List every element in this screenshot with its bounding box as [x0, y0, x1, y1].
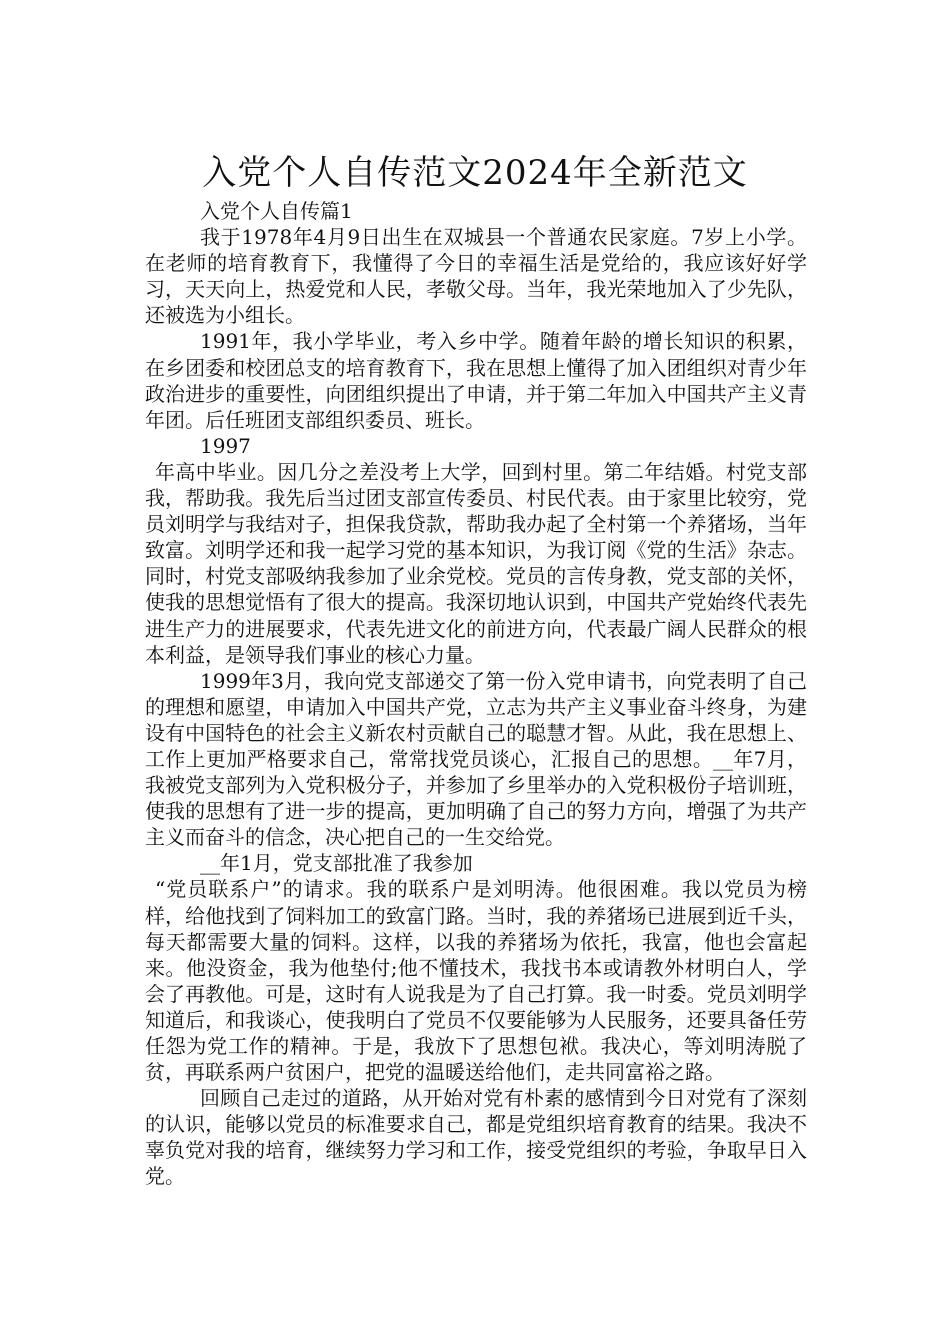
paragraph-middle-school: 1991年，我小学毕业，考入乡中学。随着年龄的增长知识的积累，在乡团委和校团总支的培育教育下，我在思想上懂得了加入团组织对青少年政治进步的重要性，向团组织提出了申请，并于第二年加入中国共产主义青年团。后任班团支部组织委员、班长。	[145, 329, 807, 432]
paragraph-approval-start: __年1月，党支部批准了我参加	[200, 851, 473, 876]
paragraph-conclusion: 回顾自己走过的道路，从开始对党有朴素的感情到今日对党有了深刻的认识，能够以党员的标准要求自己，都是党组织培育教育的结果。我决不辜负党对我的培育，继续努力学习和工作，接受党组织的考验，争取早日入党。	[145, 1086, 807, 1189]
section-heading: 入党个人自传篇1	[200, 199, 353, 223]
document-title: 入党个人自传范文2024年全新范文	[202, 152, 748, 193]
paragraph-contact-household: “党员联系户”的请求。我的联系户是刘明涛。他很困难。我以党员为榜样，给他找到了饲料加工的致富门路。当时，我的养猪场已进展到近千头，每天都需要大量的饲料。这样，以我的养猪场为依托，我富，他也会富起来。他没资金，我为他垫付;他不懂技术，我找书本或请教外材明白人，学会了再教他。可是，这时有人说我是为了自己打算。我一时委。党员刘明学知道后，和我谈心，使我明白了党员不仅要能够为人民服务，还要具备任劳任怨为党工作的精神。于是，我放下了思想包袱。我决心，等刘明涛脱了贫，再联系两户贫困户，把党的温暖送给他们，走共同富裕之路。	[145, 877, 807, 1085]
paragraph-1997-year: 1997	[200, 433, 251, 458]
paragraph-high-school: 年高中毕业。因几分之差没考上大学，回到村里。第二年结婚。村党支部我，帮助我。我先后当过团支部宣传委员、村民代表。由于家里比较穷，党员刘明学与我结对子，担保我贷款，帮助我办起了全村第一个养猪场，当年致富。刘明学还和我一起学习党的基本知识，为我订阅《党的生活》杂志。同时，村党支部吸纳我参加了业余党校。党员的言传身教，党支部的关怀，使我的思想觉悟有了很大的提高。我深切地认识到，中国共产党始终代表先进生产力的进展要求，代表先进文化的前进方向，代表最广阔人民群众的根本利益，是领导我们事业的核心力量。	[145, 459, 807, 667]
paragraph-childhood: 我于1978年4月9日出生在双城县一个普通农民家庭。7岁上小学。在老师的培育教育下，我懂得了今日的幸福生活是党给的，我应该好好学习，天天向上，热爱党和人民，孝敬父母。当年，我光荣地加入了少先队，还被选为小组长。	[145, 225, 807, 328]
paragraph-application: 1999年3月，我向党支部递交了第一份入党申请书，向党表明了自己的理想和愿望，申请加入中国共产党，立志为共产主义事业奋斗终身，为建设有中国特色的社会主义新农村贡献自己的聪慧才智。从此，我在思想上、工作上更加严格要求自己，常常找党员谈心，汇报自己的思想。__年7月，我被党支部列为入党积极分子，并参加了乡里举办的入党积极份子培训班，使我的思想有了进一步的提高，更加明确了自己的努力方向，增强了为共产主义而奋斗的信念，决心把自己的一生交给党。	[145, 668, 807, 850]
document-body	[145, 198, 807, 1190]
